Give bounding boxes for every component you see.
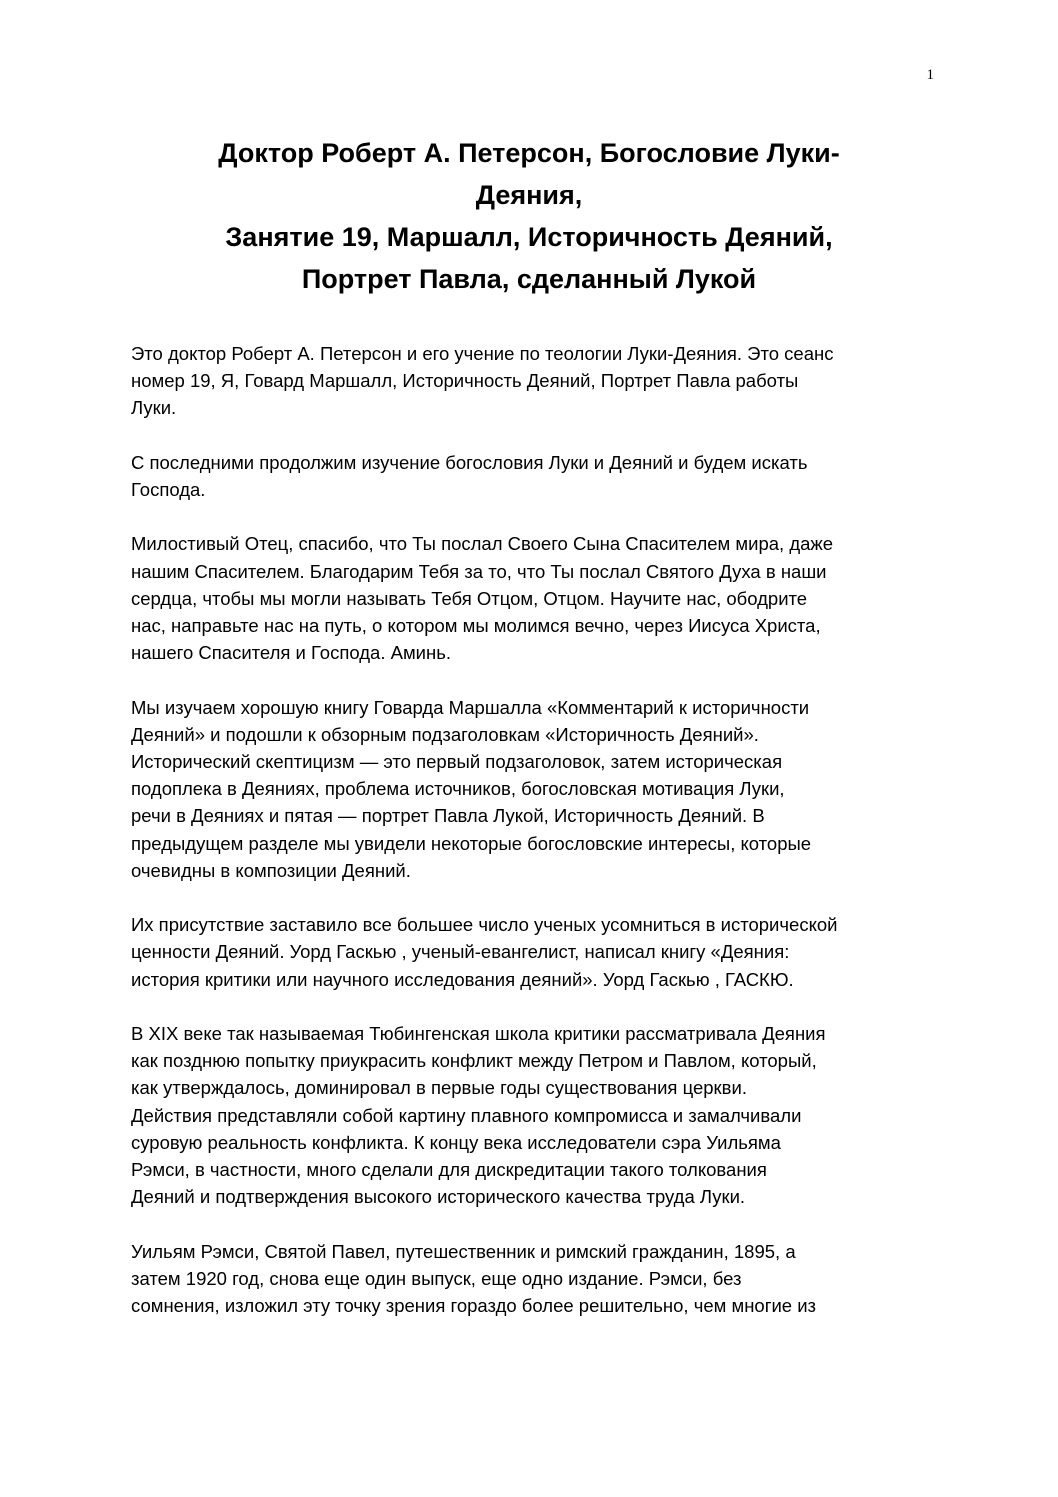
- text-line: Уильям Рэмси, Святой Павел, путешественник и римский гражданин, 1895, а: [131, 1240, 796, 1262]
- text-line: очевидны в композиции Деяний.: [131, 859, 411, 881]
- text-line: Деяний и подтверждения высокого исторического качества труда Луки.: [131, 1186, 746, 1208]
- paragraph-prayer: [131, 530, 931, 666]
- text-line: Деяний» и подошли к обзорным подзаголовкам «Историчность Деяний».: [131, 723, 759, 745]
- text-line: Это доктор Роберт А. Петерсон и его учение по теологии Луки-Деяния. Это сеанс: [131, 343, 834, 364]
- text-line: речи в Деяниях и пятая — портрет Павла Лукой, Историчность Деяний. В: [131, 805, 765, 827]
- text-line: Луки.: [131, 397, 177, 419]
- text-line: Исторический скептицизм — это первый подзаголовок, затем историческая: [131, 751, 783, 772]
- text-line: сомнения, изложил эту точку зрения гораздо более решительно, чем многие из: [131, 1295, 817, 1317]
- text-line: Мы изучаем хорошую книгу Говарда Маршалла «Комментарий к историчности: [131, 696, 810, 718]
- title-line: Занятие 19, Маршалл, Историчность Деяний,: [225, 222, 833, 252]
- text-line: суровую реальность конфликта. К концу века исследователи сэра Уильяма: [131, 1131, 781, 1153]
- text-line: затем 1920 год, снова еще один выпуск, еще одно издание. Рэмси, без: [131, 1267, 742, 1289]
- document-body: [131, 340, 931, 1346]
- paragraph-gasque: [131, 911, 931, 993]
- paragraph-tubingen: [131, 1020, 931, 1210]
- title-line: Доктор Роберт А. Петерсон, Богословие Луки-: [218, 138, 840, 168]
- text-line: ценности Деяний. Уорд Гаскью , ученый-евангелист, написал книгу «Деяния:: [131, 941, 790, 963]
- text-line: как позднюю попытку приукрасить конфликт между Петром и Павлом, который,: [131, 1050, 817, 1072]
- paragraph-intro: [131, 340, 931, 422]
- text-line: Действия представляли собой картину плавного компромисса и замалчивали: [131, 1104, 802, 1126]
- text-line: нас, направьте нас на путь, о котором мы молимся вечно, через Иисуса Христа,: [131, 615, 821, 636]
- text-line: история критики или научного исследования деяний». Уорд Гаскью , ГАСКЮ.: [131, 968, 794, 990]
- text-line: номер 19, Я, Говард Маршалл, Историчность Деяний, Портрет Павла работы: [131, 370, 799, 392]
- text-line: В XIX веке так называемая Тюбингенская школа критики рассматривала Деяния: [131, 1023, 826, 1044]
- title-line: Деяния,: [475, 180, 583, 210]
- paragraph-ramsay: [131, 1238, 931, 1320]
- text-line: нашим Спасителем. Благодарим Тебя за то, что Ты послал Святого Духа в наши: [131, 560, 827, 582]
- text-line: как утверждалось, доминировал в первые годы существования церкви.: [131, 1077, 747, 1099]
- text-line: С последними продолжим изучение богословия Луки и Деяний и будем искать: [131, 451, 808, 473]
- paragraph-marshall-book: [131, 694, 931, 884]
- document-title: [120, 132, 938, 300]
- page-number: 1: [926, 67, 934, 83]
- text-line: предыдущем разделе мы увидели некоторые богословские интересы, которые: [131, 832, 812, 854]
- text-line: Господа.: [131, 479, 206, 500]
- text-line: нашего Спасителя и Господа. Аминь.: [131, 642, 451, 664]
- text-line: Рэмси, в частности, много сделали для дискредитации такого толкования: [131, 1159, 767, 1181]
- paragraph-continue: [131, 449, 931, 503]
- text-line: Их присутствие заставило все большее число ученых усомниться в исторической: [131, 914, 838, 936]
- text-line: сердца, чтобы мы могли называть Тебя Отцом, Отцом. Научите нас, ободрите: [131, 587, 808, 609]
- title-line: Портрет Павла, сделанный Лукой: [301, 264, 757, 294]
- text-line: подоплека в Деяниях, проблема источников, богословская мотивация Луки,: [131, 778, 785, 800]
- text-line: Милостивый Отец, спасибо, что Ты послал Своего Сына Спасителем мира, даже: [131, 533, 834, 555]
